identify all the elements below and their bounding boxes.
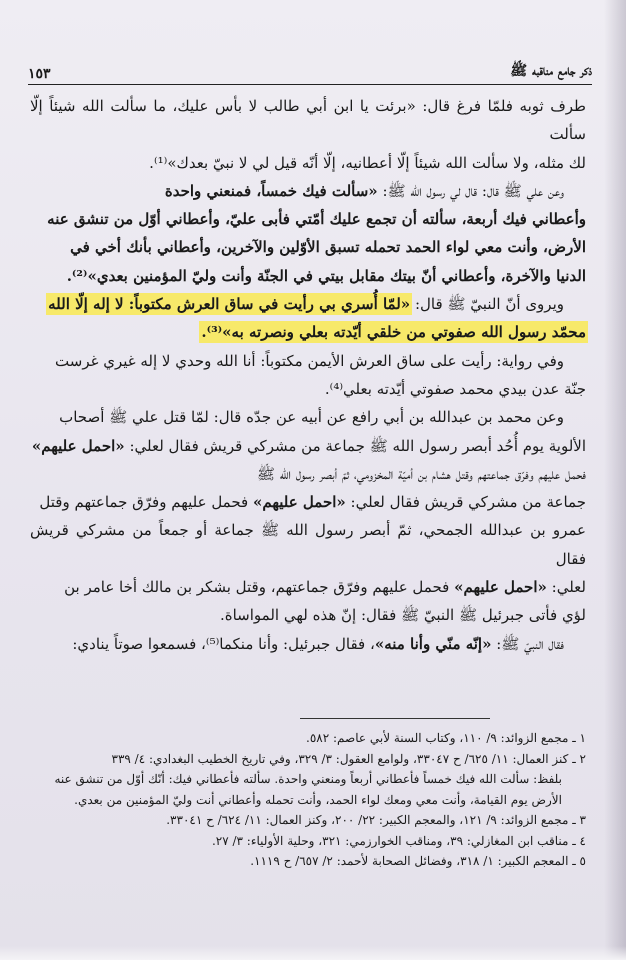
highlighted-quote: «لمّا أُسري بي رأيت في ساق العرش مكتوباً: لا إله إلّا الله <box>48 295 411 314</box>
text-run: وعن علي ﷺ قال: قال لي رسول الله ﷺ: <box>377 181 564 200</box>
hadith-quote: «سألت فيك خمساً، فمنعني واحدة <box>164 181 378 200</box>
text-run: الألوية يوم أُحُد أبصر رسول الله ﷺ جماعة من مشركي قريش فقال لعلي: <box>124 436 586 455</box>
text-run: فقال النبيّ ﷺ: <box>491 634 564 653</box>
paragraph-line <box>30 488 586 516</box>
binding-shadow <box>604 0 626 960</box>
header-rule <box>28 84 592 85</box>
footnote-rule <box>300 718 490 719</box>
paragraph-line: فحمل عليهم وفرّق جماعتهم وقتل هشام بن أميّة المخزومي، ثمّ أبصر رسول الله ﷺ <box>256 464 586 483</box>
footnotes <box>30 728 586 872</box>
paragraph-line <box>30 432 586 460</box>
hadith-quote: الدنيا والآخرة، وأعطاني أنّ بيتك مقابل بيتي في الجنّة وأنت وليّ المؤمنين بعدي»⁽²⁾. <box>66 266 586 285</box>
running-header <box>28 56 592 82</box>
paragraph-line <box>30 318 586 346</box>
paragraph-line <box>30 290 586 318</box>
page-bottom-edge <box>0 946 626 960</box>
hadith-quote: وأعطاني فيك أربعة، سألته أن تجمع عليك أمّتي فأبى عليّ، وأعطاني أوّل من تنشق عنه <box>47 210 586 229</box>
paragraph-line: وفي رواية: رأيت على ساق العرش الأيمن مكتوباً: أنا الله وحدي لا إله غيري غرست <box>55 351 564 370</box>
hadith-quote: الأرض، وأنت معي لواء الحمد تحمله تسبق الأوّلين والآخرين، وأعطاني بأنك أخي في <box>70 238 586 257</box>
text-run: ويروى أنّ النبيّ ﷺ قال: <box>410 295 564 314</box>
footnote-4: ٤ ـ مناقب ابن المغازلي: ٣٩، ومناقب الخوارزمي: ٣٢١، وحلية الأولياء: ٣/ ٢٧. <box>211 833 586 848</box>
hadith-quote: «احمل عليهم» <box>31 436 125 455</box>
hadith-quote: «إنّه منّي وأنا منه» <box>374 634 492 653</box>
text-run: جماعة من مشركي قريش فقال لعلي: <box>345 493 586 512</box>
paragraph-line <box>30 630 586 658</box>
text-run: فحمل عليهم وفرّق جماعتهم، وقتل بشكر بن مالك أخا عامر بن <box>64 578 455 597</box>
paragraph-line <box>30 177 586 205</box>
footnote-2-continued: بلفظ: سألت الله فيك خمساً فأعطاني أربعاً ومنعني واحدة. سألته فأعطاني فيك: أنّك أوّل من تنشق عنه <box>54 772 562 786</box>
paragraph-line: عمرو بن عبدالله الجمحي، ثمّ أبصر رسول الله ﷺ جماعة أو جمعاً من مشركي قريش فقال <box>30 521 586 568</box>
paragraph-line: جنّة عدن بيدي محمد صفوتي أيّدته بعلي⁽⁴⁾. <box>324 379 586 398</box>
paragraph-line <box>30 573 586 601</box>
footnote-3: ٣ ـ مجمع الزوائد: ٩/ ١٢١، والمعجم الكبير: ٢٢/ ٢٠٠، وكنز العمال: ١١/ ٦٢٤/ ح ٣٣٠٤١. <box>166 813 586 827</box>
paragraph-line <box>30 205 586 233</box>
highlighted-quote: محمّد رسول الله صفوتي من خلقي أيّدته بعلي ونصرته به»⁽³⁾. <box>201 323 586 342</box>
paragraph-line: لؤي فأتى جبرئيل ﷺ النبيّ ﷺ فقال: إنّ هذه لهي المواساة. <box>219 606 586 625</box>
footnote-1: ١ ـ مجمع الزوائد: ٩/ ١١٠، وكتاب السنة لأبي عاصم: ٥٨٢. <box>306 731 586 745</box>
hadith-quote: «احمل عليهم» <box>252 493 346 512</box>
text-run: لعلي: <box>546 578 586 597</box>
paragraph-line <box>30 233 586 261</box>
paragraph-line: طرف ثوبه فلمّا فرغ قال: «برئت يا ابن أبي طالب لا بأس عليك، ما سألت الله شيئاً إلّا سألت <box>30 97 586 144</box>
footnote-5: ٥ ـ المعجم الكبير: ١/ ٣١٨، وفضائل الصحابة لأحمد: ٢/ ٦٥٧/ ح ١١١٩. <box>250 854 586 868</box>
main-text <box>30 92 586 658</box>
text-run: ، فقال جبرئيل: وأنا منكما⁽⁵⁾، فسمعوا صوتاً ينادي: <box>72 634 375 653</box>
footnote-2: ٢ ـ كنز العمال: ١١/ ٦٢٥/ ح ٣٣٠٤٧، ولوامع العقول: ٣/ ٣٢٩، وفي تاريخ الخطيب البغدادي: ٤/ ٣٣٩ <box>111 751 586 766</box>
chapter-title: ذكر جامع مناقبه ﷺ <box>510 63 592 79</box>
footnote-2-continued: الأرض يوم القيامة، وأنت معي ومعك لواء الحمد، وأنت تحمله وأعطاني أنت وليّ المؤمنين من بعدي. <box>74 792 562 807</box>
paragraph-line <box>30 262 586 290</box>
page-number: ١٥٣ <box>28 66 51 82</box>
paragraph-line: وعن محمد بن عبدالله بن أبي رافع عن أبيه عن جدّه قال: لمّا قتل علي ﷺ أصحاب <box>59 408 564 427</box>
hadith-quote: «احمل عليهم» <box>454 578 547 597</box>
paragraph-line: لك مثله، ولا سألت الله شيئاً إلّا أعطانيه، إلّا أنّه قيل لي لا نبيّ بعدك»⁽¹⁾. <box>149 153 586 172</box>
text-run: فحمل عليهم وفرّق جماعتهم وقتل <box>39 493 253 512</box>
